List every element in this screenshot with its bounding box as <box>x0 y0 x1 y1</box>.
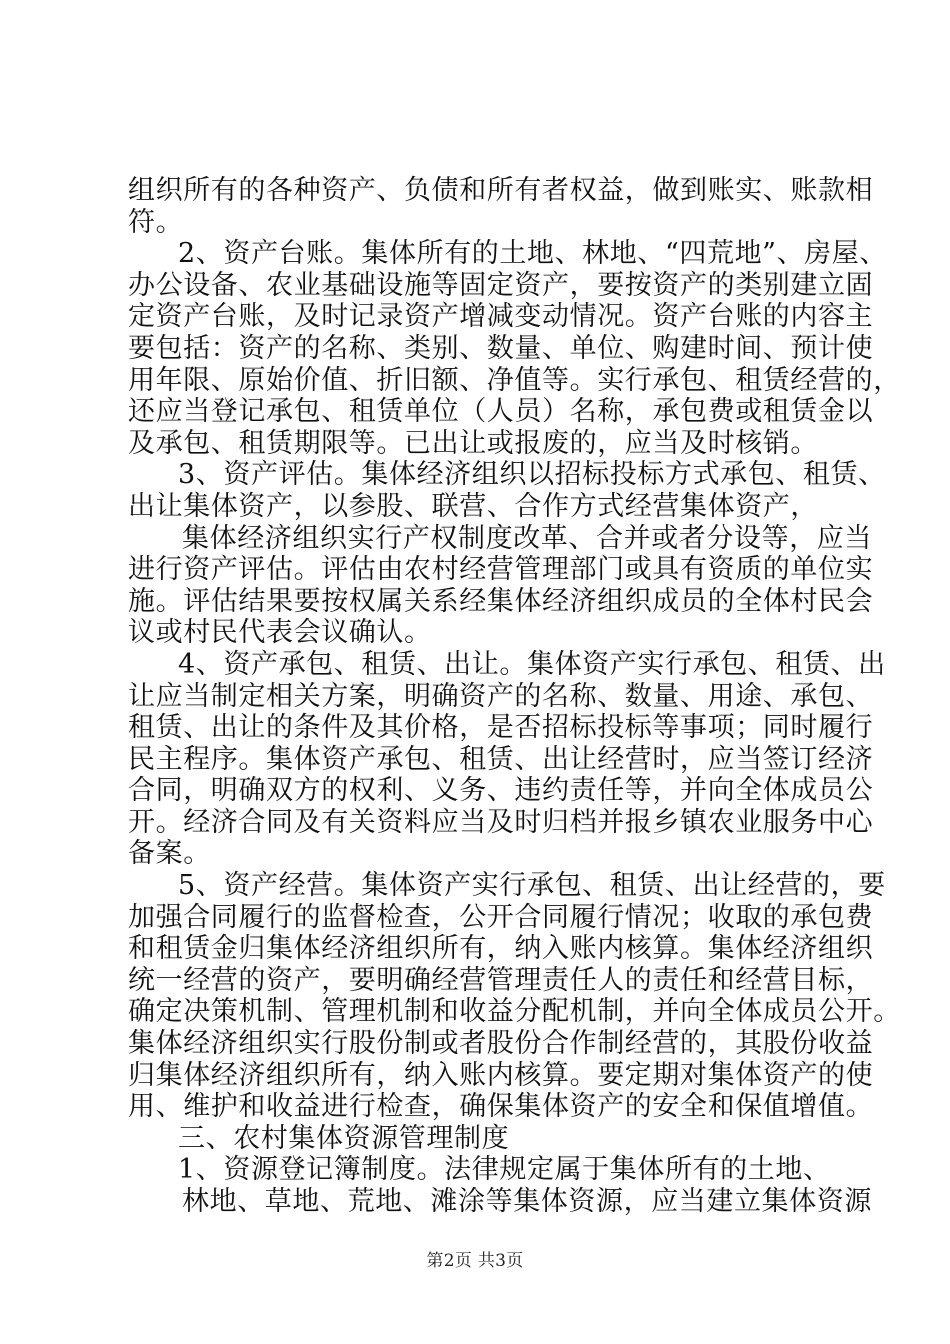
text-line: 还应当登记承包、租赁单位（人员）名称，承包费或租赁金以 <box>128 396 874 428</box>
text-line: 议或村民代表会议确认。 <box>128 617 432 649</box>
text-line: 集体经济组织实行股份制或者股份合作制经营的，其股份收益 <box>128 1028 874 1060</box>
text-line: 出让集体资产，以参股、联营、合作方式经营集体资产， <box>128 490 818 522</box>
text-line: 要包括：资产的名称、类别、数量、单位、购建时间、预计使 <box>128 332 874 364</box>
text-line: 用年限、原始价值、折旧额、净值等。实行承包、租赁经营的， <box>128 364 901 396</box>
text-line: 租赁、出让的条件及其价格，是否招标投标等事项；同时履行 <box>128 712 874 744</box>
text-line: 进行资产评估。评估由农村经营管理部门或具有资质的单位实 <box>128 554 874 586</box>
document-body <box>128 175 901 1218</box>
paragraph-start: 集体经济组织实行产权制度改革、合并或者分设等，应当 <box>182 522 872 554</box>
text-line: 加强合同履行的监督检查，公开合同履行情况；收取的承包费 <box>128 901 874 933</box>
text-line: 施。评估结果要按权属关系经集体经济组织成员的全体村民会 <box>128 585 874 617</box>
text-line: 归集体经济组织所有，纳入账内核算。要定期对集体资产的使 <box>128 1059 874 1091</box>
text-line: 定资产台账，及时记录资产增减变动情况。资产台账的内容主 <box>128 301 874 333</box>
text-line: 民主程序。集体资产承包、租赁、出让经营时，应当签订经济 <box>128 743 874 775</box>
paragraph-start: 5、资产经营。集体资产实行承包、租赁、出让经营的，要 <box>178 870 886 902</box>
text-line: 合同，明确双方的权利、义务、违约责任等，并向全体成员公 <box>128 775 874 807</box>
text-line: 及承包、租赁期限等。已出让或报废的，应当及时核销。 <box>128 427 818 459</box>
text-line: 组织所有的各种资产、负债和所有者权益，做到账实、账款相 <box>128 175 874 206</box>
text-line: 确定决策机制、管理机制和收益分配机制，并向全体成员公开。 <box>128 996 901 1028</box>
text-line: 统一经营的资产，要明确经营管理责任人的责任和经营目标， <box>128 964 874 996</box>
text-line: 备案。 <box>128 838 211 870</box>
text-line: 办公设备、农业基础设施等固定资产，要按资产的类别建立固 <box>128 269 874 301</box>
text-line: 林地、草地、荒地、滩涂等集体资源，应当建立集体资源 <box>182 1186 872 1217</box>
text-line: 和租赁金归集体经济组织所有，纳入账内核算。集体经济组织 <box>128 933 874 965</box>
section-heading: 三、农村集体资源管理制度 <box>178 1122 510 1154</box>
paragraph-start: 1、资源登记簿制度。法律规定属于集体所有的土地、 <box>178 1154 831 1186</box>
text-line: 符。 <box>128 206 184 238</box>
page-number-footer: 第2页 共3页 <box>426 1251 524 1271</box>
paragraph-start: 3、资产评估。集体经济组织以招标投标方式承包、租赁、 <box>178 459 886 491</box>
text-line: 开。经济合同及有关资料应当及时归档并报乡镇农业服务中心 <box>128 806 874 838</box>
paragraph-start: 4、资产承包、租赁、出让。集体资产实行承包、租赁、出 <box>178 648 886 680</box>
text-line: 用、维护和收益进行检查，确保集体资产的安全和保值增值。 <box>128 1091 874 1123</box>
paragraph-start: 2、资产台账。集体所有的土地、林地、“四荒地”、房屋、 <box>178 238 887 270</box>
text-line: 让应当制定相关方案，明确资产的名称、数量、用途、承包、 <box>128 680 874 712</box>
